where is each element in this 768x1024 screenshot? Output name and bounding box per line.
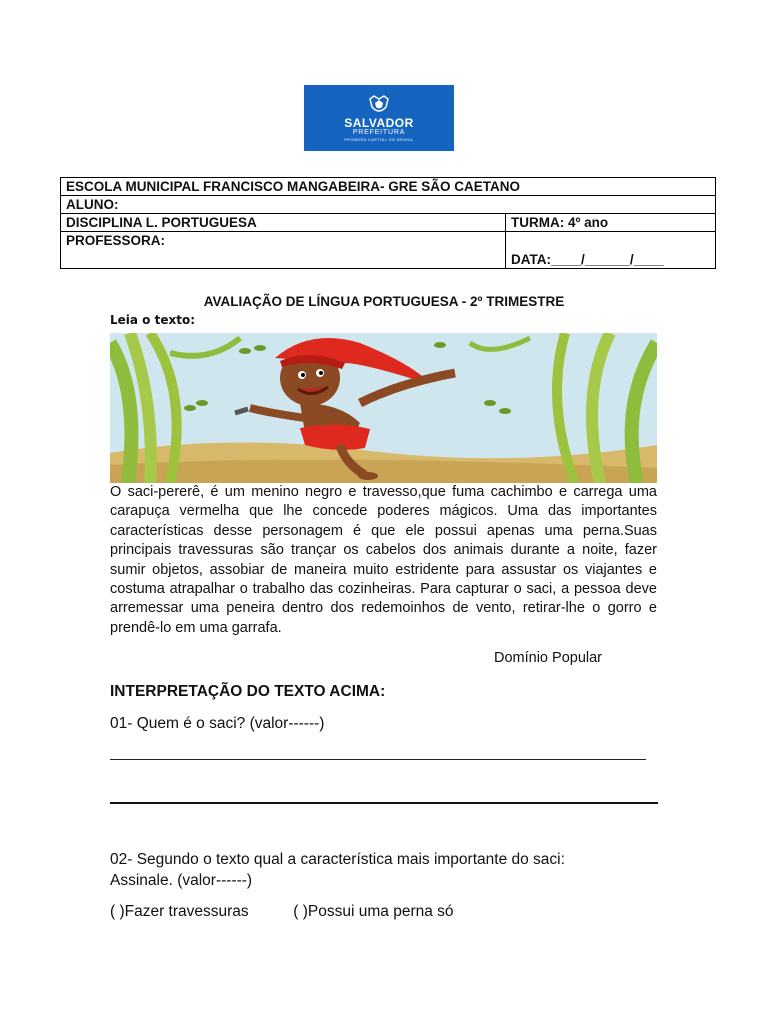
question-2: 02- Segundo o texto qual a característica mais importante do saci: Assinale. (valor------) (110, 851, 565, 889)
logo-subtitle: PREFEITURA (352, 129, 406, 136)
logo-tagline: PRIMEIRA CAPITAL DO BRASIL (344, 137, 414, 142)
instruction: Leia o texto: (110, 313, 195, 327)
salvador-logo (304, 85, 454, 151)
page-title: AVALIAÇÃO DE LÍNGUA PORTUGUESA - 2º TRIMESTRE (203, 294, 565, 309)
header-table (60, 177, 716, 269)
answer-line-1[interactable] (110, 759, 646, 760)
section-title: INTERPRETAÇÃO DO TEXTO ACIMA: (110, 683, 386, 700)
crest-icon (366, 95, 392, 117)
option-uma-perna[interactable]: ( )Possui uma perna só (293, 903, 454, 920)
text-source: Domínio Popular (494, 650, 602, 666)
option-travessuras[interactable]: ( )Fazer travessuras (110, 903, 249, 920)
class-label: TURMA: 4º ano (506, 214, 716, 232)
subject-label: DISCIPLINA L. PORTUGUESA (61, 214, 506, 232)
saci-illustration (110, 333, 657, 483)
logo-name: SALVADOR (344, 116, 414, 130)
school-name: ESCOLA MUNICIPAL FRANCISCO MANGABEIRA- GRE SÃO CAETANO (61, 178, 716, 196)
reading-text: O saci-pererê, é um menino negro e travesso,que fuma cachimbo e carrega uma carapuça vermelha que lhe concede poderes mágicos. Uma das importantes características desse personagem é que ele possui apenas uma perna.Suas principais travessuras são trançar os cabelos dos animais durante a noite, fazer sumir objetos, assobiar de maneira muito estridente para assustar os viajantes e costuma atrapalhar o trabalho das cozinheiras. Para capturar o saci, a pessoa deve arremessar uma peneira dentro dos redemoinhos de vento, retirar-lhe o gorro e prendê-lo em uma garrafa. (110, 484, 657, 636)
date-field[interactable]: DATA:____/______/____ (511, 252, 664, 267)
teacher-field[interactable]: PROFESSORA: (61, 232, 506, 269)
question-1: 01- Quem é o saci? (valor------) (110, 715, 325, 732)
answer-line-2[interactable] (110, 802, 658, 804)
student-field[interactable]: ALUNO: (61, 196, 716, 214)
question-2-options (110, 903, 454, 921)
date-cell[interactable] (506, 232, 716, 269)
